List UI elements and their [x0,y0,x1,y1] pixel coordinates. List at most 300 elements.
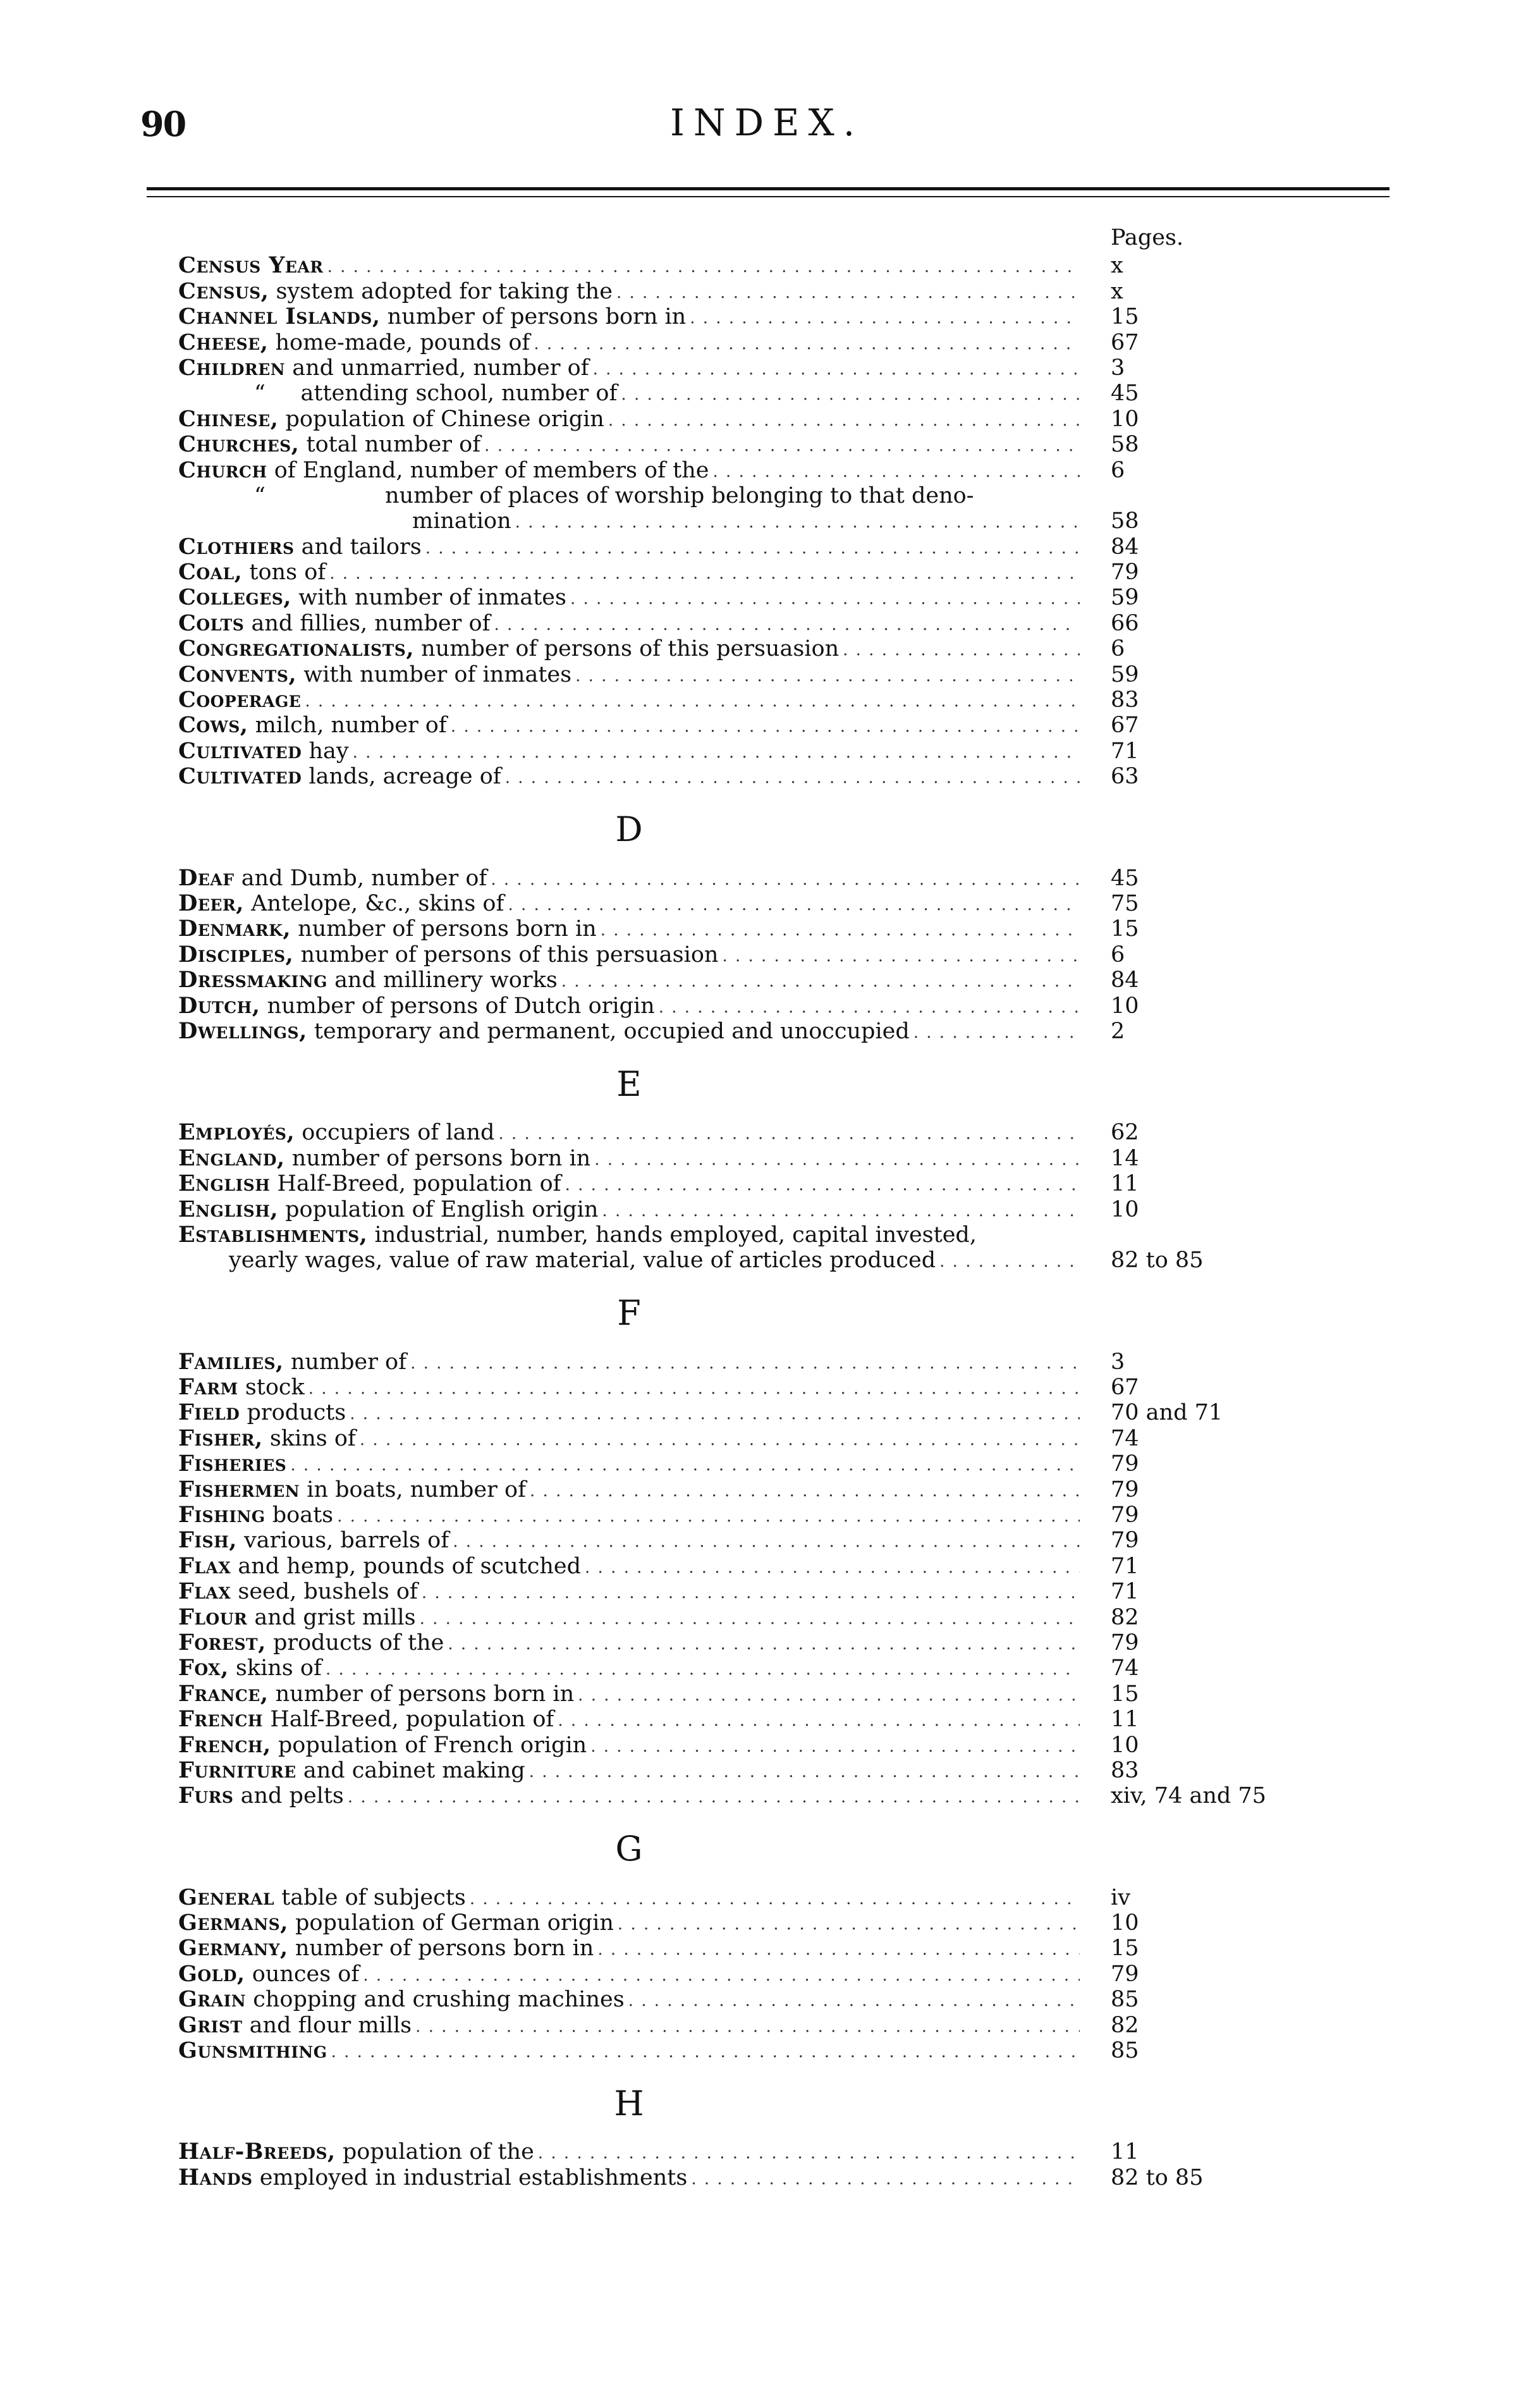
entry-text-wrap [178,1910,1080,1936]
entry-keyword: Fishing [178,1502,266,1528]
entry-keyword: Furs [178,1783,234,1809]
index-entry [178,891,1322,916]
entry-text-wrap [178,1019,1080,1044]
section-letter: E [616,1064,642,1104]
entry-description: table of subjects [274,1884,466,1910]
entry-page-ref: 71 [1111,1579,1139,1605]
header-rule-thin [147,196,1390,197]
entry-keyword: Gold, [178,1961,245,1987]
index-entry [178,1910,1322,1936]
entry-text [178,968,561,993]
entry-description: number of persons of this persuasion [293,942,719,968]
entry-keyword: Coal, [178,560,243,586]
entry-text [178,2165,691,2190]
entry-text [178,1477,530,1502]
dot-leader [353,741,1080,764]
entry-page-ref: 59 [1111,585,1139,611]
dot-leader [530,1480,1080,1502]
entry-description: and grist mills [247,1604,416,1630]
index-entry [178,1732,1322,1757]
entry-text-wrap [178,407,1080,432]
entry-text-wrap [178,1477,1080,1502]
entry-keyword: Furniture [178,1757,296,1783]
index-entry [178,1783,1322,1809]
dot-leader [448,1633,1080,1656]
entry-text [178,1630,448,1656]
index-entry [178,1884,1322,1910]
dot-leader [337,1505,1080,1528]
entry-keyword: Cooperage [178,687,302,713]
entry-text [178,1171,565,1196]
index-entry [178,432,1322,457]
entry-text [178,866,491,891]
index-entry [178,687,1322,713]
dot-leader [505,766,1080,789]
entry-page-ref: 10 [1111,993,1139,1019]
entry-text-wrap [178,508,1080,534]
entry-text [178,916,601,942]
entry-text-wrap [178,891,1080,916]
entry-text-wrap [178,1171,1080,1196]
entry-description: number of persons born in [380,304,687,330]
entry-description: various, barrels of [236,1528,449,1554]
entry-text-wrap [178,1400,1080,1425]
entry-text [178,891,508,916]
entry-page-ref: 85 [1111,1987,1139,2013]
entry-keyword: Dressmaking [178,968,327,993]
dot-leader [585,1556,1080,1579]
entry-text-wrap [178,1528,1080,1553]
entry-text [178,330,534,355]
entry-description: Half-Breed, population of [263,1707,554,1733]
entry-description: boats [265,1502,334,1528]
entry-page-ref: 45 [1111,381,1139,407]
entry-description: hay [302,738,349,764]
index-entry [178,1681,1322,1706]
entry-page-ref: 71 [1111,738,1139,764]
entry-text-wrap [178,304,1080,329]
section-letter: D [615,809,643,850]
dot-leader [597,1938,1080,1961]
entry-description: total number of [299,432,481,458]
entry-page-ref: iv [1111,1884,1130,1910]
entry-page-ref: 82 to 85 [1111,2165,1204,2190]
entry-page-ref: 74 [1111,1656,1139,1681]
entry-text [178,279,616,304]
entry-text-wrap [178,1120,1080,1145]
entry-text [178,713,451,738]
entry-page-ref: 15 [1111,1681,1139,1707]
dot-leader [534,333,1080,355]
entry-page-ref: 67 [1111,1375,1139,1401]
entry-keyword: Churches, [178,432,300,458]
entry-text [178,2139,538,2165]
entry-page-ref: 62 [1111,1120,1139,1146]
entry-keyword: Clothiers [178,534,295,560]
entry-description: and fillies, number of [244,610,491,636]
entry-keyword: English, [178,1196,279,1222]
dot-leader [422,1582,1080,1604]
dot-leader [593,358,1080,381]
entry-page-ref: 15 [1111,1936,1139,1962]
entry-page-ref: 10 [1111,1910,1139,1936]
index-entry [178,1987,1322,2012]
entry-page-ref: 14 [1111,1145,1139,1171]
entry-page-ref: 82 [1111,2012,1139,2038]
entry-text [178,942,722,968]
entry-text-wrap [178,687,1080,713]
entry-description: population of Chinese origin [278,406,604,432]
entry-text-wrap [178,330,1080,355]
entry-keyword: Gunsmithing [178,2038,327,2064]
dot-leader [561,970,1080,993]
entry-page-ref: 79 [1111,1528,1139,1554]
dot-leader [491,868,1080,891]
entry-text-wrap [178,1885,1080,1910]
entry-page-ref: 10 [1111,1196,1139,1222]
entry-description: system adopted for taking the [269,278,613,304]
entry-text-wrap [178,1426,1080,1451]
entry-page-ref: 11 [1111,1171,1139,1197]
entry-description: population of English origin [278,1196,599,1222]
entry-text [178,1349,410,1375]
dot-leader [415,2015,1080,2038]
dot-leader [290,1454,1080,1477]
entry-text-wrap [178,1222,1080,1248]
entry-text [178,687,305,713]
dot-leader [494,613,1080,636]
entry-keyword: Channel Islands, [178,304,381,330]
entry-text [178,1528,453,1553]
index-entry [178,1477,1322,1502]
entry-description: and unmarried, number of [285,355,589,381]
entry-description: and tailors [294,534,422,560]
index-entry [178,764,1322,789]
entry-text [178,739,353,764]
entry-text [178,662,575,687]
dot-leader [722,945,1080,968]
index-entry [178,865,1322,890]
entry-keyword: Half-Breeds, [178,2139,336,2165]
entry-keyword: Congregationalists, [178,636,415,662]
entry-keyword: French [178,1707,264,1733]
entry-keyword: Denmark, [178,916,291,942]
dot-leader [515,511,1080,534]
entry-page-ref: 3 [1111,1349,1125,1375]
entry-keyword: English [178,1171,271,1197]
index-entry [178,1196,1322,1222]
entry-text-wrap [178,1349,1080,1375]
entry-keyword: Grain [178,1987,247,2013]
entry-description: products [240,1400,346,1426]
entry-page-ref: 3 [1111,355,1125,381]
entry-page-ref: 2 [1111,1018,1125,1044]
entry-page-ref: 58 [1111,432,1139,458]
index-entry [178,508,1322,534]
entry-text-wrap [178,662,1080,687]
entry-text-wrap [178,1707,1080,1732]
entry-text [178,1502,337,1528]
entry-text-wrap [178,2013,1080,2038]
entry-description: and millinery works [327,968,558,993]
entry-page-ref: 67 [1111,329,1139,355]
entry-text-wrap [178,764,1080,789]
index-entry [178,1375,1322,1400]
entry-text-wrap [178,866,1080,891]
entry-text-wrap [178,458,1080,483]
entry-description: ounces of [245,1961,360,1987]
dot-leader [594,1148,1080,1171]
entry-keyword: Employés, [178,1120,295,1146]
entry-text [178,611,494,636]
index-entry [178,738,1322,763]
entry-text-wrap [178,1987,1080,2012]
dot-leader [575,665,1080,687]
entry-text [178,1197,602,1222]
entry-text-wrap [178,1681,1080,1707]
entry-text [178,560,329,585]
entry-description: of England, number of members of the [267,457,709,483]
entry-page-ref: xiv, 74 and 75 [1111,1783,1266,1809]
entry-text [178,508,515,534]
dot-leader [565,1174,1080,1196]
entry-keyword: Establishments, [178,1222,368,1248]
dot-leader [578,1684,1080,1707]
entry-keyword: Cultivated [178,764,302,790]
entry-keyword: Hands [178,2165,253,2190]
dot-leader [570,587,1080,610]
entry-keyword: Colts [178,610,245,636]
entry-keyword: Forest, [178,1630,266,1656]
entry-text [178,381,621,406]
entry-description: Half-Breed, population of [270,1171,561,1197]
index-entry [178,1222,1322,1248]
entry-keyword: Census Year [178,253,324,279]
entry-keyword: Chinese, [178,406,279,432]
entry-text-wrap [178,1146,1080,1171]
entry-description: lands, acreage of [302,764,501,790]
dot-leader [558,1709,1080,1732]
entry-page-ref: 45 [1111,865,1139,891]
entry-text-wrap [178,432,1080,457]
index-entry [178,916,1322,942]
index-entry [178,406,1322,431]
entry-text-wrap [178,1656,1080,1681]
entry-description: number of persons born in [268,1681,575,1707]
dot-leader [305,690,1080,713]
entry-description: skins of [228,1656,322,1681]
entry-page-ref: 15 [1111,916,1139,942]
entry-page-ref: 10 [1111,1732,1139,1758]
entry-text-wrap [178,739,1080,764]
index-entry [178,1349,1322,1374]
pages-column-header [178,215,1322,253]
index-entry [178,1604,1322,1630]
entry-page-ref: 70 and 71 [1111,1400,1223,1426]
index-entry [178,253,1322,278]
entry-page-ref: 66 [1111,610,1139,636]
entry-text [178,1120,498,1145]
entry-description: occupiers of land [295,1120,495,1146]
entry-description: industrial, number, hands employed, capital invested, [367,1222,977,1248]
dot-leader [602,1200,1080,1222]
entry-text [178,1733,590,1758]
entry-description: yearly wages, value of raw material, value of articles produced [229,1248,936,1274]
entry-keyword: Dwellings, [178,1018,307,1044]
index-entry [178,585,1322,610]
entry-text-wrap [178,1554,1080,1579]
entry-page-ref: 6 [1111,457,1125,483]
entry-keyword: Fisher, [178,1425,263,1451]
entry-text [178,764,505,789]
entry-keyword: Colleges, [178,585,291,611]
entry-keyword: French, [178,1732,271,1758]
entry-description: population of French origin [271,1732,587,1758]
entry-description: number of [283,1349,407,1375]
entry-description: chopping and crushing machines [246,1987,625,2013]
entry-description: and Dumb, number of [234,865,487,891]
entry-description: and flour mills [242,2012,412,2038]
dot-leader [616,281,1080,304]
entry-text [178,534,425,560]
entry-text [178,1375,308,1400]
entry-keyword: France, [178,1681,269,1707]
index-entry [178,2012,1322,2037]
entry-text [178,1656,326,1681]
entry-keyword: Cultivated [178,738,302,764]
entry-text-wrap [178,916,1080,942]
entry-page-ref: 84 [1111,534,1139,560]
dot-leader [420,1607,1080,1630]
entry-keyword: Grist [178,2012,243,2038]
entry-text-wrap [178,1733,1080,1758]
entry-page-ref: 79 [1111,1451,1139,1477]
index-entry [178,329,1322,355]
entry-keyword: Children [178,355,286,381]
entry-description: number of persons born in [288,1936,594,1962]
entry-text-wrap [178,1783,1080,1809]
section-letter: H [614,2084,644,2124]
entry-keyword: Field [178,1400,240,1426]
entry-description: temporary and permanent, occupied and unoccupied [307,1018,910,1044]
entry-text [178,1885,470,1910]
dot-leader [327,255,1080,278]
dot-leader [425,537,1080,560]
index-entry [178,661,1322,687]
entry-page-ref: 79 [1111,1477,1139,1502]
dot-leader [451,715,1080,738]
dot-leader [350,1403,1080,1425]
entry-text [178,993,659,1019]
index-entry [178,1400,1322,1425]
entry-page-ref: 59 [1111,661,1139,687]
index-entry [178,713,1322,738]
entry-text-wrap [178,253,1080,278]
dot-leader [621,383,1080,406]
entry-text-wrap [178,483,1080,508]
index-entry [178,304,1322,329]
entry-text [178,1936,597,1961]
entry-text-wrap [178,381,1080,406]
entry-text-wrap [178,2165,1080,2190]
entry-keyword: England, [178,1145,285,1171]
entry-description: with number of inmates [291,585,566,611]
entry-page-ref: 6 [1111,942,1125,968]
index-entry [178,1936,1322,1961]
index-entry [178,2139,1322,2165]
index-entry [178,1961,1322,1986]
entry-page-ref: 63 [1111,764,1139,790]
entry-page-ref: 58 [1111,508,1139,534]
entry-description: “ attending school, number of [254,381,618,407]
dot-leader [913,1021,1080,1044]
index-entry [178,1019,1322,1044]
index-entry [178,636,1322,661]
entry-keyword: Fisheries [178,1451,287,1477]
dot-leader [538,2142,1080,2165]
entry-text [178,483,978,508]
entry-text [178,1910,618,1936]
entry-keyword: Cheese, [178,329,269,355]
entry-description: mination [412,508,511,534]
entry-keyword: Fox, [178,1656,229,1681]
dot-leader [690,307,1080,329]
index-entry [178,1656,1322,1681]
entry-description: in boats, number of [300,1477,527,1502]
entry-text [178,1146,594,1171]
entry-page-ref: x [1111,253,1123,279]
index-entry [178,483,1322,508]
index-entry [178,993,1322,1018]
entry-text [178,1248,939,1273]
dot-leader [608,409,1080,432]
entry-keyword: Deer, [178,890,244,916]
index-entry [178,534,1322,559]
index-entry [178,355,1322,381]
entry-page-ref: 82 [1111,1604,1139,1630]
entry-text-wrap [178,560,1080,585]
entry-keyword: Fish, [178,1528,237,1554]
entry-text-wrap [178,1758,1080,1783]
entry-text-wrap [178,1630,1080,1656]
entry-text-wrap [178,585,1080,610]
entry-description: stock [238,1375,305,1401]
entry-keyword: Flax [178,1579,231,1605]
entry-text-wrap [178,1197,1080,1222]
entry-description: home-made, pounds of [268,329,530,355]
entry-page-ref: 84 [1111,968,1139,993]
entry-text [178,1222,980,1248]
entry-text [178,1962,363,1987]
index-entry [178,381,1322,406]
entry-page-ref: 83 [1111,687,1139,713]
dot-leader [348,1786,1080,1809]
entry-page-ref: 79 [1111,1961,1139,1987]
entry-description: products of the [266,1630,444,1656]
entry-keyword: Germans, [178,1910,288,1936]
entry-keyword: Church [178,457,267,483]
entry-page-ref: 75 [1111,890,1139,916]
entry-keyword: Fishermen [178,1477,300,1502]
entry-description: and cabinet making [296,1757,525,1783]
index-entry [178,278,1322,304]
entry-keyword: Census, [178,278,269,304]
entry-text [178,1783,348,1809]
entry-text [178,1400,350,1425]
entry-page-ref: 79 [1111,1502,1139,1528]
index-entry [178,610,1322,636]
dot-leader [601,919,1080,942]
